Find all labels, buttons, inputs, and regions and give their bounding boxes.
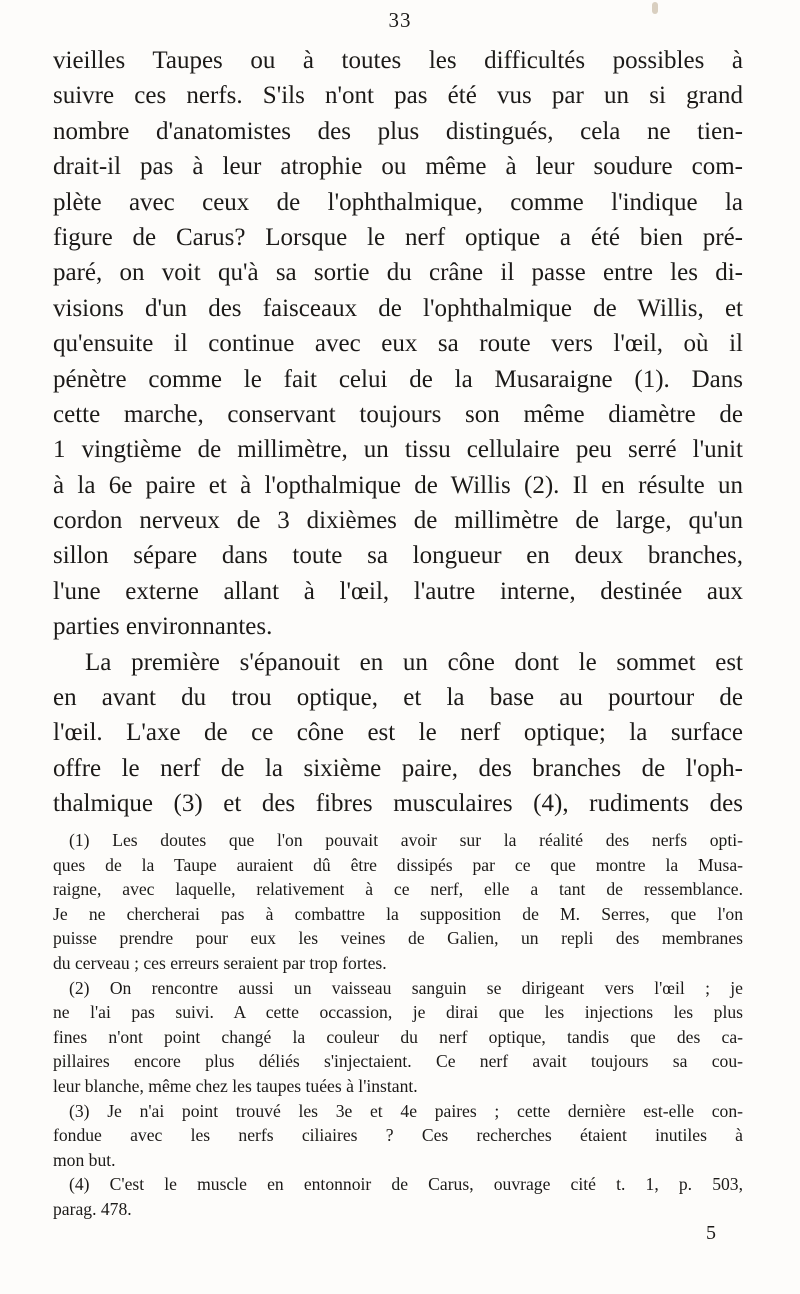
text-line: l'une externe allant à l'œil, l'autre interne, destinée aux <box>53 577 743 605</box>
footnotes <box>53 828 743 1222</box>
footnote-line: pillaires encore plus déliés s'injectaient. Ce nerf avait toujours sa cou- <box>53 1051 743 1072</box>
footnote-line: (4) C'est le muscle en entonnoir de Carus, ouvrage cité t. 1, p. 503, <box>69 1174 743 1195</box>
text-line: cordon nerveux de 3 dixièmes de millimètre de large, qu'un <box>53 507 743 535</box>
text-line: plète avec ceux de l'ophthalmique, comme l'indique la <box>53 188 743 216</box>
text-line: visions d'un des faisceaux de l'ophthalmique de Willis, et <box>53 294 743 322</box>
text-line: 1 vingtième de millimètre, un tissu cellulaire peu serré l'unit <box>53 436 743 464</box>
signature-mark: 5 <box>706 1222 716 1244</box>
footnote-line: leur blanche, même chez les taupes tuées à l'instant. <box>53 1075 418 1096</box>
text-line: vieilles Taupes ou à toutes les difficultés possibles à <box>53 47 743 74</box>
text-line: à la 6e paire et à l'opthalmique de Willis (2). Il en résulte un <box>53 471 743 499</box>
main-text <box>53 43 743 822</box>
text-line: en avant du trou optique, et la base au pourtour de <box>53 684 743 712</box>
footnote-line: fondue avec les nerfs ciliaires ? Ces recherches étaient inutiles à <box>53 1125 743 1146</box>
text-line: cette marche, conservant toujours son même diamètre de <box>53 400 743 428</box>
text-line: nombre d'anatomistes des plus distingués, cela ne tien- <box>53 117 743 145</box>
text-line: pénètre comme le fait celui de la Musaraigne (1). Dans <box>53 365 743 393</box>
footnote-line: (1) Les doutes que l'on pouvait avoir sur la réalité des nerfs opti- <box>69 830 743 850</box>
text-line: La première s'épanouit en un cône dont le sommet est <box>85 648 743 676</box>
text-line: sillon sépare dans toute sa longueur en deux branches, <box>53 542 743 570</box>
text-line: qu'ensuite il continue avec eux sa route vers l'œil, où il <box>53 330 743 358</box>
text-line: l'œil. L'axe de ce cône est le nerf optique; la surface <box>53 719 743 747</box>
footnote-line: raigne, avec laquelle, relativement à ce nerf, elle a tant de ressemblance. <box>53 879 743 900</box>
text-line: offre le nerf de la sixième paire, des branches de l'oph- <box>53 754 743 782</box>
footnote-line: mon but. <box>53 1149 116 1170</box>
footnote-line: (3) Je n'ai point trouvé les 3e et 4e paires ; cette dernière est-elle con- <box>69 1100 743 1121</box>
text-line: thalmique (3) et des fibres musculaires (4), rudiments des <box>53 790 743 818</box>
page-number: 33 <box>388 8 412 32</box>
footnote-line: fines n'ont point changé la couleur du nerf optique, tandis que des ca- <box>53 1026 743 1047</box>
text-line: paré, on voit qu'à sa sortie du crâne il passe entre les di- <box>53 259 743 287</box>
footnote-line: ne l'ai pas suivi. A cette occassion, je dirai que les injections les plus <box>53 1002 743 1023</box>
text-line: figure de Carus? Lorsque le nerf optique a été bien pré- <box>53 223 743 251</box>
footnote-line: Je ne chercherai pas à combattre la supposition de M. Serres, que l'on <box>53 903 743 924</box>
footnote-line: parag. 478. <box>53 1198 132 1219</box>
footnote-line: ques de la Taupe auraient dû être dissipés par ce que montre la Musa- <box>53 854 743 875</box>
text-line: drait-il pas à leur atrophie ou même à leur soudure com- <box>53 153 743 181</box>
footnote-line: puisse prendre pour eux les veines de Galien, un repli des membranes <box>53 928 743 949</box>
text-line: parties environnantes. <box>53 613 273 641</box>
footnote-line: (2) On rencontre aussi un vaisseau sanguin se dirigeant vers l'œil ; je <box>69 977 743 998</box>
text-line: suivre ces nerfs. S'ils n'ont pas été vus par un si grand <box>53 82 743 110</box>
footnote-line: du cerveau ; ces erreurs seraient par trop fortes. <box>53 952 387 973</box>
